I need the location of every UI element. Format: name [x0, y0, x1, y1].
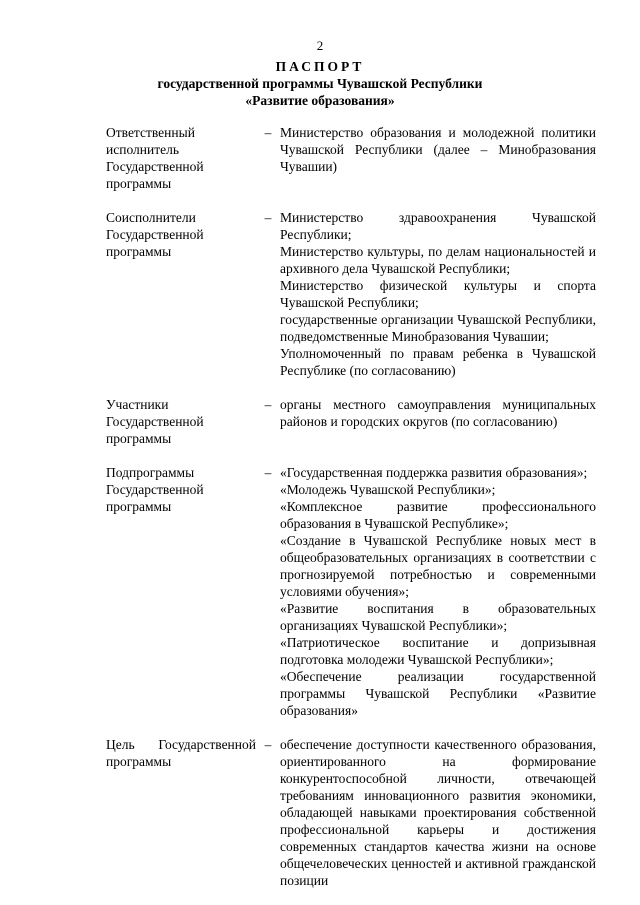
- row-item: Министерство физической культуры и спорта Чувашской Республики;: [280, 278, 596, 310]
- row-content: [280, 124, 596, 175]
- passport-row-goal: [106, 736, 596, 889]
- passport-subtitle-line1: государственной программы Чувашской Республики: [157, 76, 483, 91]
- row-label: Цель Государственной программы: [106, 737, 256, 769]
- row-content: [280, 464, 596, 719]
- row-dash: –: [264, 397, 272, 412]
- row-item: «Комплексное развитие профессионального образования в Чувашской Республике»;: [280, 499, 596, 531]
- row-item: «Обеспечение реализации государственной программы Чувашской Республики «Развитие образования»: [280, 669, 596, 718]
- row-label: Подпрограммы Государственной программы: [106, 465, 204, 514]
- passport-subtitle-line2: «Развитие образования»: [245, 93, 395, 108]
- row-item: Министерство образования и молодежной политики Чувашской Республики (далее – Минобразования Чувашии): [280, 125, 596, 174]
- row-item: «Патриотическое воспитание и допризывная подготовка молодежи Чувашской Республики»;: [280, 635, 596, 667]
- passport-row-subprograms: [106, 464, 596, 719]
- row-label: Соисполнители Государственной программы: [106, 210, 204, 259]
- row-item: Министерство культуры, по делам национальностей и архивного дела Чувашской Республики;: [280, 244, 596, 276]
- row-item: «Развитие воспитания в образовательных организациях Чувашской Республики»;: [280, 601, 596, 633]
- passport-row-participants: [106, 396, 596, 447]
- row-item: государственные организации Чувашской Республики, подведомственные Минобразования Чувашии;: [280, 312, 596, 344]
- row-item: Министерство здравоохранения Чувашской Республики;: [280, 210, 596, 242]
- row-item: «Государственная поддержка развития образования»;: [280, 465, 588, 480]
- passport-row-responsible-executor: [106, 124, 596, 192]
- row-item: «Молодежь Чувашской Республики»;: [280, 482, 496, 497]
- row-content: [280, 209, 596, 379]
- row-label: Участники Государственной программы: [106, 397, 204, 446]
- passport-title: ПАСПОРТ: [275, 59, 365, 74]
- row-content: [280, 736, 596, 889]
- page-number: 2: [316, 38, 324, 53]
- row-dash: –: [264, 465, 272, 480]
- row-item: Уполномоченный по правам ребенка в Чувашской Республике (по согласованию): [280, 346, 596, 378]
- row-dash: –: [264, 210, 272, 225]
- row-item: «Создание в Чувашской Республике новых мест в общеобразовательных организациях в соответствии с прогнозируемой потребностью и современными условиями обучения»;: [280, 533, 596, 599]
- passport-header: [60, 58, 580, 109]
- row-dash: –: [264, 125, 272, 140]
- row-item: органы местного самоуправления муниципальных районов и городских округов (по согласованию): [280, 397, 596, 429]
- row-item: обеспечение доступности качественного образования, ориентированного на формирование конкурентоспособной личности, отвечающей требованиям инновационного развития экономики, обладающей навыками проектирования собственной профессиональной карьеры и достижения современных стандартов качества жизни на основе общечеловеческих ценностей и активной гражданской позиции: [280, 737, 596, 888]
- row-content: [280, 396, 596, 430]
- row-dash: –: [264, 737, 272, 752]
- passport-row-co-executors: [106, 209, 596, 379]
- row-label: Ответственный исполнитель Государственной программы: [106, 125, 204, 191]
- passport-table: [106, 124, 596, 889]
